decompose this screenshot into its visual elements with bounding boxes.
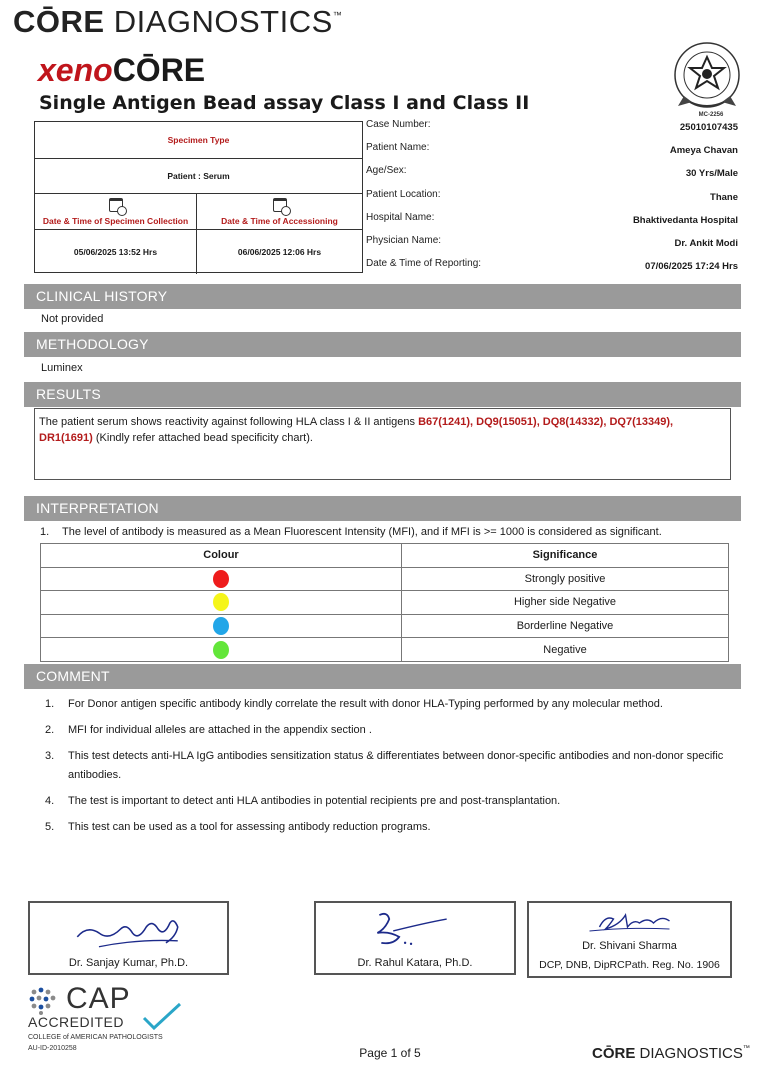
comment-number: 1.: [45, 698, 55, 710]
yellow-dot-icon: [213, 593, 229, 611]
comment-text: For Donor antigen specific antibody kindly correlate the result with donor HLA-Typing performed by any molecular method.: [68, 698, 663, 710]
accession-value: 06/06/2025 12:06 Hrs: [237, 247, 322, 257]
info-row-hospital: [366, 212, 738, 235]
footer-brand-logo: [592, 1045, 750, 1062]
info-row-reporting-date: [366, 258, 738, 281]
report-title: Single Antigen Bead assay Class I and Class II: [39, 92, 530, 114]
collection-header: Date & Time of Specimen Collection: [42, 215, 189, 226]
interpretation-note: [40, 526, 662, 538]
signatory-name: Dr. Sanjay Kumar, Ph.D.: [68, 957, 189, 969]
signature-rahul: [316, 907, 514, 951]
info-value: Dr. Ankit Modi: [674, 237, 738, 249]
colour-column-header: Colour: [41, 544, 402, 568]
table-header-row: [41, 544, 729, 568]
cap-id: AU-ID-2010258: [28, 1045, 77, 1052]
methodology-heading: METHODOLOGY: [24, 332, 741, 357]
comment-number: 4.: [45, 795, 55, 807]
results-box: [34, 408, 731, 480]
list-item: [45, 747, 745, 785]
comment-list: [45, 695, 745, 837]
accession-header-cell: [197, 194, 362, 230]
colour-cell: [41, 638, 402, 662]
calendar-clock-icon: [273, 198, 287, 212]
significance-cell: Negative: [402, 638, 729, 662]
results-antigens: B67(1241), DQ9(15051), DQ8(14332), DQ7(13349), DR1(1691): [39, 416, 674, 444]
info-label: Age/Sex:: [366, 165, 407, 177]
comment-heading: COMMENT: [24, 664, 741, 689]
interpretation-number: 1.: [40, 526, 50, 538]
footer-brand-diagnostics: DIAGNOSTICS: [639, 1045, 743, 1062]
green-dot-icon: [213, 641, 229, 659]
info-label: Patient Name:: [366, 142, 430, 154]
cap-accredited: ACCREDITED: [28, 1014, 125, 1030]
collection-value: 05/06/2025 13:52 Hrs: [73, 247, 158, 257]
red-dot-icon: [213, 570, 229, 588]
info-row-case-number: [366, 119, 738, 142]
cap-title: CAP: [66, 982, 131, 1015]
results-heading: RESULTS: [24, 382, 741, 407]
info-label: Case Number:: [366, 119, 431, 130]
info-label: Physician Name:: [366, 234, 442, 246]
info-label: Hospital Name:: [366, 211, 435, 223]
info-value: Ameya Chavan: [669, 145, 738, 157]
significance-column-header: Significance: [402, 544, 729, 568]
accreditation-seal: [670, 40, 744, 114]
significance-table: [40, 543, 729, 662]
info-row-age-sex: [366, 165, 738, 188]
signature-box-sanjay: [28, 901, 229, 975]
info-value: 30 Yrs/Male: [685, 168, 738, 180]
footer-brand-core: CŌRE: [592, 1045, 636, 1062]
info-value: 25010107435: [679, 122, 738, 133]
product-logo: [38, 52, 205, 89]
list-item: [45, 695, 745, 714]
interpretation-heading: INTERPRETATION: [24, 496, 741, 521]
results-prefix: The patient serum shows reactivity against following HLA class I & II antigens: [39, 416, 419, 428]
product-xeno: xeno: [38, 52, 113, 88]
comment-text: MFI for individual alleles are attached in the appendix section .: [68, 724, 372, 736]
signature-box-shivani: [527, 901, 732, 978]
colour-cell: [41, 567, 402, 591]
significance-cell: Higher side Negative: [402, 591, 729, 615]
signatory-name: Dr. Shivani Sharma: [582, 940, 677, 952]
list-item: [45, 721, 745, 740]
clinical-history-text: Not provided: [41, 313, 104, 325]
specimen-type-value: Patient : Serum: [167, 171, 230, 181]
info-row-location: [366, 189, 738, 212]
footer-brand-tm: ™: [742, 1045, 750, 1052]
specimen-type-header-cell: [35, 122, 362, 159]
info-label: Patient Location:: [366, 188, 441, 200]
brand-core: CŌRE: [13, 4, 105, 39]
brand-tm: ™: [332, 10, 343, 20]
list-item: [45, 818, 745, 837]
clinical-history-heading: CLINICAL HISTORY: [24, 284, 741, 309]
specimen-type-header: Specimen Type: [167, 135, 230, 145]
comment-number: 2.: [45, 724, 55, 736]
info-value: 07/06/2025 17:24 Hrs: [645, 261, 738, 273]
specimen-type-value-cell: [35, 159, 362, 194]
accession-column: [197, 194, 362, 274]
colour-cell: [41, 591, 402, 615]
results-suffix: (Kindly refer attached bead specificity chart).: [92, 432, 313, 444]
comment-text: This test can be used as a tool for assessing antibody reduction programs.: [68, 821, 431, 833]
methodology-text: Luminex: [41, 362, 83, 374]
patient-info: [366, 119, 738, 281]
table-row: [41, 591, 729, 615]
page-number: Page 1 of 5: [359, 1046, 421, 1060]
specimen-box: [34, 121, 363, 273]
collection-column: [35, 194, 197, 274]
comment-number: 5.: [45, 821, 55, 833]
signature-box-rahul: [314, 901, 516, 975]
signature-sanjay: [30, 907, 227, 951]
signatory-credentials: DCP, DNB, DipRCPath. Reg. No. 1906: [539, 959, 720, 971]
interpretation-text: The level of antibody is measured as a Mean Fluorescent Intensity (MFI), and if MFI is >= 1000 is considered as significant.: [62, 526, 662, 538]
product-core: CŌRE: [112, 52, 206, 88]
info-row-physician: [366, 235, 738, 258]
cap-college: COLLEGE of AMERICAN PATHOLOGISTS: [28, 1034, 163, 1041]
cap-dots-icon: [28, 986, 62, 1016]
info-label: Date & Time of Reporting:: [366, 258, 482, 270]
list-item: [45, 792, 745, 811]
info-value: Bhaktivedanta Hospital: [632, 214, 738, 226]
collection-header-cell: [35, 194, 196, 230]
colour-cell: [41, 614, 402, 638]
signatory-name: Dr. Rahul Katara, Ph.D.: [357, 957, 473, 969]
accession-header: Date & Time of Accessioning: [221, 215, 338, 226]
signature-shivani: [529, 905, 730, 935]
table-row: [41, 567, 729, 591]
info-value: Thane: [710, 191, 738, 203]
cap-accreditation-logo: [28, 984, 188, 1054]
significance-cell: Strongly positive: [402, 567, 729, 591]
significance-cell: Borderline Negative: [402, 614, 729, 638]
info-row-patient-name: [366, 142, 738, 165]
comment-number: 3.: [45, 750, 55, 762]
seal-label: MC-2256: [698, 112, 724, 118]
table-row: [41, 614, 729, 638]
table-row: [41, 638, 729, 662]
brand-diagnostics: DIAGNOSTICS: [113, 4, 333, 39]
brand-logo: [13, 4, 342, 40]
checkmark-icon: [142, 1002, 182, 1030]
blue-dot-icon: [213, 617, 229, 635]
comment-text: This test detects anti-HLA IgG antibodies sensitization status & differentiates between donor-specific antibodies and non-donor specific antibodies.: [68, 750, 724, 781]
comment-text: The test is important to detect anti HLA antibodies in potential recipients pre and post-transplantation.: [68, 795, 561, 807]
calendar-clock-icon: [109, 198, 123, 212]
